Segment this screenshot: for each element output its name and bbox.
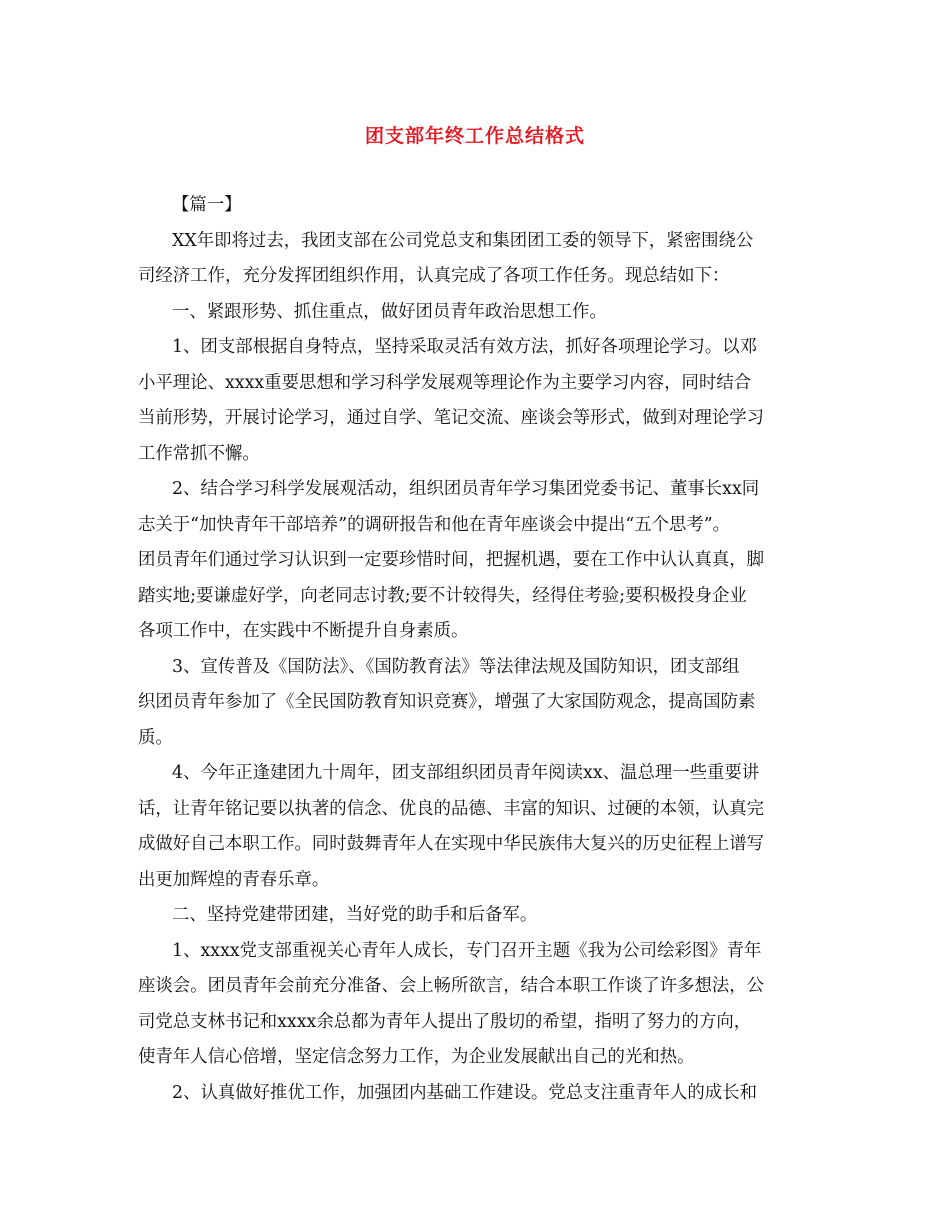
paragraph-line: 1、团支部根据自身特点，坚持采取灵活有效方法，抓好各项理论学习。以邓	[172, 337, 757, 357]
paragraph-line: 小平理论、xxxx重要思想和学习科学发展观等理论作为主要学习内容，同时结合	[138, 372, 752, 393]
paragraph	[138, 650, 814, 757]
paragraph-line: 1、xxxx党支部重视关心青年人成长，专门召开主题《我为公司绘彩图》青年	[172, 940, 762, 961]
paragraph-line: 座谈会。团员青年会前充分准备、会上畅所欲言，结合本职工作谈了许多想法，公	[138, 976, 765, 996]
paragraph-list	[138, 224, 814, 1112]
paragraph-line: 志关于“加快青年干部培养”的调研报告和他在青年座谈会中提出“五个思考”。	[138, 514, 731, 535]
paragraph	[138, 756, 814, 898]
paragraph	[138, 224, 814, 295]
paragraph-line: 踏实地;要谦虚好学，向老同志讨教;要不计较得失，经得住考验;要积极投身企业	[138, 585, 747, 606]
paragraph	[138, 934, 814, 1076]
document-title: 团支部年终工作总结格式	[364, 125, 585, 147]
paragraph-line: 使青年人信心倍增，坚定信念努力工作，为企业发展献出自己的光和热。	[138, 1047, 695, 1067]
paragraph-line: 质。	[138, 727, 173, 748]
paragraph-line: 话，让青年铭记要以执著的信念、优良的品德、丰富的知识、过硬的本领，认真完	[138, 798, 765, 819]
paragraph	[138, 898, 814, 934]
document-body	[138, 188, 814, 1111]
paragraph-line: 当前形势，开展讨论学习，通过自学、笔记交流、座谈会等形式，做到对理论学习	[138, 408, 765, 428]
paragraph-line: 司经济工作，充分发挥团组织作用，认真完成了各项工作任务。现总结如下：	[138, 266, 730, 286]
paragraph	[138, 330, 814, 472]
paragraph-line: 4、今年正逢建团九十周年，团支部组织团员青年阅读xx、温总理一些重要讲	[172, 763, 760, 783]
paragraph-line: 2、认真做好推优工作，加强团内基础工作建设。党总支注重青年人的成长和	[172, 1082, 757, 1103]
paragraph	[138, 1076, 814, 1112]
paragraph-line: 工作常抓不懈。	[138, 443, 260, 464]
paragraph-line: 3、宣传普及《国防法》、《国防教育法》等法律法规及国防知识，团支部组	[172, 656, 740, 677]
paragraph-line: 织团员青年参加了《全民国防教育知识竞赛》，增强了大家国防观念，提高国防素	[138, 692, 756, 712]
paragraph-line: 团员青年们通过学习认识到一定要珍惜时间，把握机遇，要在工作中认认真真，脚	[138, 550, 765, 570]
paragraph-line: 司党总支林书记和xxxx余总都为青年人提出了殷切的希望，指明了努力的方向，	[138, 1011, 752, 1032]
paragraph-line: 成做好自己本职工作。同时鼓舞青年人在实现中华民族伟大复兴的历史征程上谱写	[138, 834, 765, 854]
paragraph-line: 一、紧跟形势、抓住重点，做好团员青年政治思想工作。	[172, 301, 607, 322]
paragraph-line: 二、坚持党建带团建，当好党的助手和后备军。	[172, 905, 538, 925]
paragraph-line: 各项工作中，在实践中不断提升自身素质。	[138, 621, 469, 641]
paragraph	[138, 295, 814, 331]
section-label: 【篇一】	[172, 195, 242, 215]
paragraph-line: 出更加辉煌的青春乐章。	[138, 869, 330, 890]
paragraph-line: XX年即将过去，我团支部在公司党总支和集团团工委的领导下，紧密围绕公	[172, 230, 754, 251]
paragraph-line: 2、结合学习科学发展观活动，组织团员青年学习集团党委书记、董事长xx同	[172, 479, 760, 499]
paragraph	[138, 472, 814, 650]
